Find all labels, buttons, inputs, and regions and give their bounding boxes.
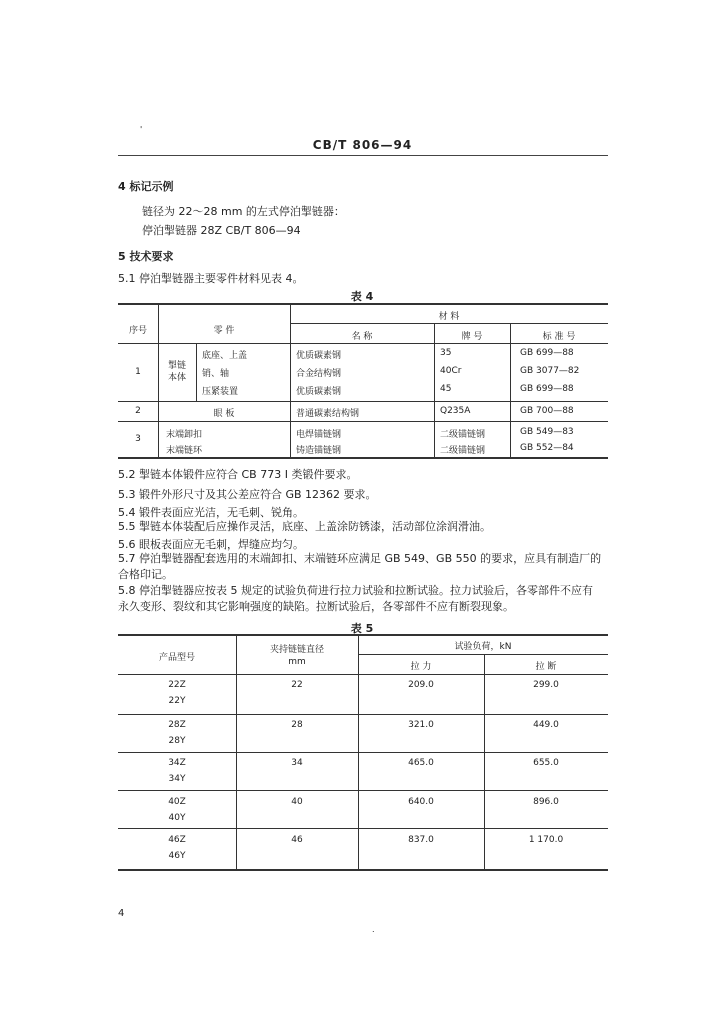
table-cell-name: 铸造锚链钢 [296, 446, 342, 456]
clause-5-3: 5.3 锻件外形尺寸及其公差应符合 GB 12362 要求。 [118, 488, 377, 501]
table-cell-seq: 3 [135, 434, 141, 444]
table-rule [118, 752, 608, 753]
table-cell-model: 34Z [168, 758, 186, 768]
table-cell-model: 46Y [168, 851, 186, 861]
table-rule [118, 634, 608, 636]
section-5-heading: 5 技术要求 [118, 250, 174, 263]
col-header-model: 产品型号 [158, 653, 195, 663]
table-5-caption: 表 5 [350, 622, 374, 635]
table-cell-breaking: 1 170.0 [528, 835, 564, 845]
table-cell-grade: 二级锚链钢 [440, 430, 486, 440]
table-cell-breaking: 299.0 [533, 680, 559, 690]
standard-code-header: CB/T 806—94 [312, 138, 413, 152]
table-cell-standard: GB 699—88 [520, 348, 574, 358]
table-cell-breaking: 655.0 [533, 758, 559, 768]
col-header-diameter-unit: mm [288, 657, 306, 667]
table-cell-part: 销、轴 [202, 369, 230, 379]
table-cell-grade: Q235A [440, 406, 471, 416]
table-cell-standard: GB 700—88 [520, 406, 574, 416]
table-cell-grade: 40Cr [440, 366, 462, 376]
col-header-diameter: 夹持链链直径 [269, 645, 324, 655]
table-cell-diameter: 34 [291, 758, 303, 768]
table-rule [290, 323, 608, 324]
table-4 [118, 303, 608, 458]
col-header-material: 材 料 [438, 312, 460, 322]
table-cell-model: 46Z [168, 835, 186, 845]
clause-5-4: 5.4 锻件表面应光洁，无毛刺、锐角。 [118, 506, 304, 519]
clause-5-7: 5.7 停泊掣链器配套选用的末端卸扣、末端链环应满足 GB 549、GB 550 的要求，应具有制造厂的合格印记。 [118, 552, 602, 581]
table-cell-breaking: 449.0 [533, 720, 559, 730]
table-cell-tension: 209.0 [408, 680, 434, 690]
table-rule [118, 421, 608, 422]
table-cell-model: 34Y [168, 774, 186, 784]
table-rule [118, 790, 608, 791]
clause-5-8: 5.8 停泊掣链器应按表 5 规定的试验负荷进行拉力试验和拉断试验。拉力试验后，各零部件不应有永久变形、裂纹和其它影响强度的缺陷。拉断试验后，各零部件不应有断裂现象。 [118, 584, 593, 613]
table-cell-standard: GB 3077—82 [520, 366, 580, 376]
table-cell-model: 22Y [168, 696, 186, 706]
table-cell-part: 末端卸扣 [166, 430, 203, 440]
page-number: 4 [118, 908, 125, 919]
table-rule [196, 343, 197, 401]
scan-mark: ' [140, 125, 143, 134]
table-cell-grade: 35 [440, 348, 452, 358]
header-rule [118, 155, 608, 156]
table-rule [510, 323, 511, 458]
table-cell-diameter: 40 [291, 797, 303, 807]
table-cell-tension: 837.0 [408, 835, 434, 845]
clause-5-2: 5.2 掣链本体锻件应符合 CB 773 I 类锻件要求。 [118, 468, 358, 481]
clause-5-5: 5.5 掣链本体装配后应操作灵活，底座、上盖涂防锈漆，活动部位涂润滑油。 [118, 520, 491, 533]
table-cell-name: 优质碳素钢 [296, 351, 342, 361]
col-header-part: 零 件 [213, 326, 235, 336]
table-cell-model: 28Y [168, 736, 186, 746]
table-cell-tension: 321.0 [408, 720, 434, 730]
scan-mark: . [372, 925, 375, 934]
table-5 [118, 634, 608, 870]
marking-example-line-2: 停泊掣链器 28Z CB/T 806—94 [142, 224, 301, 237]
table-rule [118, 714, 608, 715]
table-cell-name: 合金结构钢 [296, 369, 342, 379]
table-cell-grade: 45 [440, 384, 452, 394]
table-cell-model: 40Y [168, 813, 186, 823]
table-cell-breaking: 896.0 [533, 797, 559, 807]
table-rule [290, 303, 291, 458]
table-cell-part: 压紧装置 [202, 387, 239, 397]
table-rule [118, 828, 608, 829]
table-cell-seq: 2 [135, 406, 141, 416]
table-cell-tension: 640.0 [408, 797, 434, 807]
table-rule [118, 457, 608, 459]
col-header-standard: 标 准 号 [542, 332, 576, 342]
col-header-tension: 拉 力 [410, 662, 432, 672]
table-cell-diameter: 28 [291, 720, 303, 730]
table-cell-name: 普通碳素结构钢 [296, 409, 360, 419]
table-cell-tension: 465.0 [408, 758, 434, 768]
table-cell-model: 28Z [168, 720, 186, 730]
col-header-grade: 牌 号 [461, 332, 483, 342]
table-cell-standard: GB 552—84 [520, 443, 574, 453]
table-rule [118, 869, 608, 871]
table-rule [118, 343, 608, 344]
table-cell-model: 22Z [168, 680, 186, 690]
section-4-heading: 4 标记示例 [118, 180, 174, 193]
col-header-seq: 序号 [128, 326, 147, 336]
table-cell-name: 优质碳素钢 [296, 387, 342, 397]
col-header-test-load: 试验负荷，kN [454, 642, 512, 652]
table-cell-seq: 1 [135, 367, 141, 377]
table-cell-standard: GB 699—88 [520, 384, 574, 394]
col-header-name: 名 称 [351, 332, 373, 342]
table-cell-grade: 二级锚链钢 [440, 446, 486, 456]
table-cell-part: 末端链环 [166, 446, 203, 456]
table-rule [358, 654, 608, 655]
table-cell-standard: GB 549—83 [520, 427, 574, 437]
table-rule [434, 323, 435, 458]
table-cell-name: 电焊锚链钢 [296, 430, 342, 440]
table-cell-diameter: 46 [291, 835, 303, 845]
table-cell-part: 眼 板 [213, 409, 235, 419]
table-4-caption: 表 4 [350, 290, 374, 303]
table-cell-model: 40Z [168, 797, 186, 807]
marking-example-line-1: 链径为 22～28 mm 的左式停泊掣链器： [142, 205, 345, 218]
clause-5-6: 5.6 眼板表面应无毛刺，焊缝应均匀。 [118, 538, 304, 551]
table-rule [118, 303, 608, 305]
table-cell-group: 掣链 本体 [167, 361, 186, 383]
table-rule [118, 674, 608, 675]
table-cell-diameter: 22 [291, 680, 303, 690]
clause-5-1: 5.1 停泊掣链器主要零件材料见表 4。 [118, 272, 304, 285]
col-header-breaking: 拉 断 [535, 662, 557, 672]
table-rule [118, 401, 608, 402]
table-cell-part: 底座、上盖 [202, 351, 248, 361]
